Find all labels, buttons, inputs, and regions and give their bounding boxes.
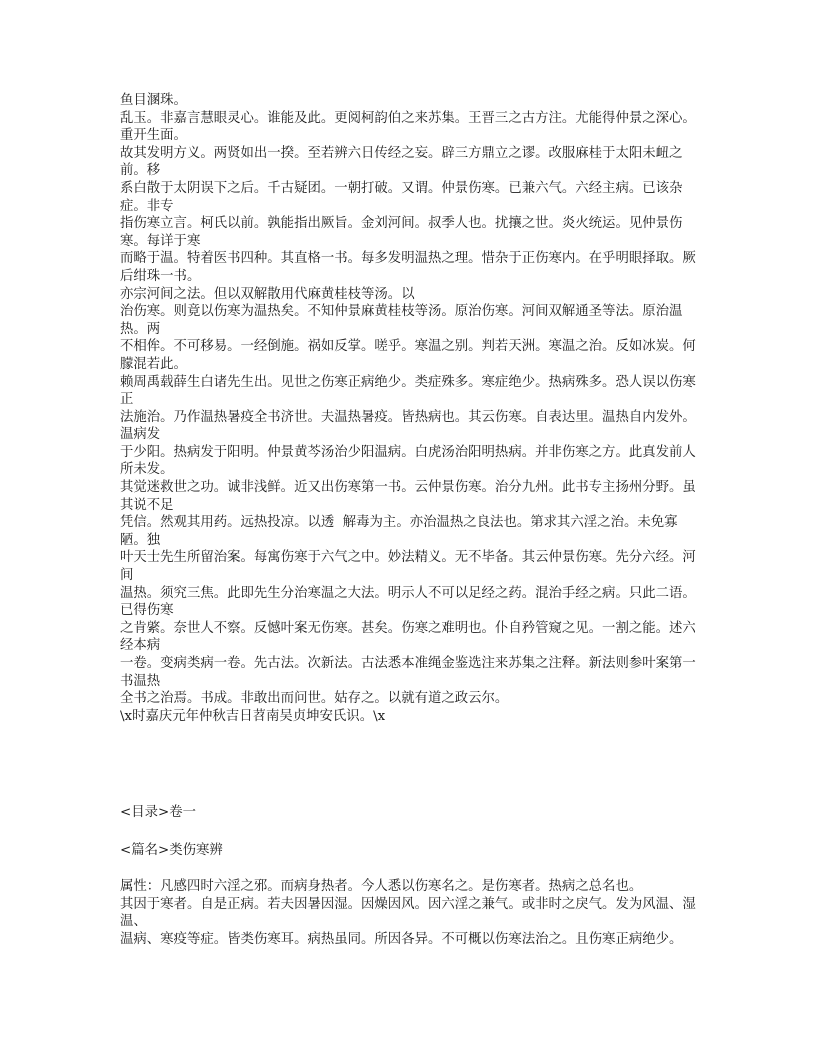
body-line: 属性：凡感四时六淫之邪。而病身热者。今人悉以伤寒名之。是伤寒者。热病之总名也。: [120, 879, 643, 894]
preface-line: 全书之治焉。书成。非敢出而问世。姑存之。以就有道之政云尔。: [120, 691, 509, 707]
preface-line: 治伤寒。则竟以伤寒为温热矣。不知仲景麻黄桂枝等汤。原治伤寒。河间双解通圣等法。原治温热。两: [120, 304, 683, 337]
body-line: 其因于寒者。自是正病。若夫因暑因湿。因燥因风。因六淫之兼气。或非时之戾气。发为风温、湿温、: [120, 896, 696, 930]
preface-line: 法施治。乃作温热暑疫全书济世。夫温热暑疫。皆热病也。其云伤寒。自表达里。温热自内发外。温病发: [120, 409, 696, 443]
toc-heading: <目录>卷一: [120, 805, 197, 820]
preface-line: 系白散于太阴误下之后。千古疑团。一朝打破。又谓。仲景伤寒。已兼六气。六经主病。已该杂症。非专: [120, 180, 683, 214]
preface-line: 赖周禹载薛生白诸先生出。见世之伤寒正病绝少。类症殊多。寒症绝少。热病殊多。恐人误以伤寒正: [120, 374, 696, 408]
preface-line: 一卷。变病类病一卷。先古法。次新法。古法悉本准绳金鉴选注来苏集之注释。新法则参叶案第一书温热: [120, 656, 696, 689]
body-line: 温病、寒疫等症。皆类伤寒耳。病热虽同。所因各异。不可概以伤寒法治之。且伤寒正病绝少。: [120, 931, 683, 947]
section-title: <篇名>类伤寒辨: [120, 843, 223, 858]
preface-line: 指伤寒立言。柯氏以前。孰能指出厥旨。金刘河间。叔季人也。扰攘之世。炎火统运。见仲景伤寒。每详于寒: [120, 216, 683, 249]
preface-line: 叶天士先生所留治案。每寓伤寒于六气之中。妙法精义。无不毕备。其云仲景伤寒。先分六经。河间: [120, 550, 696, 584]
preface-line: 温热。须究三焦。此即先生分治寒温之大法。明示人不可以足经之药。混治手经之病。只此二语。已得伤寒: [120, 585, 696, 619]
preface-line: 之肯綮。奈世人不察。反憾叶案无伤寒。甚矣。伤寒之难明也。仆自矜管窥之见。一割之能。述六经本病: [120, 620, 696, 654]
preface-line: 亦宗河间之法。但以双解散用代麻黄桂枝等汤。以: [120, 286, 415, 302]
preface-line: 于少阳。热病发于阳明。仲景黄芩汤治少阳温病。白虎汤治阳明热病。并非伤寒之方。此真发前人所未发。: [120, 444, 696, 478]
preface-line: 其觉迷救世之功。诚非浅鲜。近又出伤寒第一书。云仲景伤寒。治分九州。此书专主扬州分野。虽其说不足: [120, 480, 696, 513]
preface-text: [120, 92, 700, 725]
preface-line: 鱼目溷珠。: [120, 93, 187, 108]
preface-line: 不相侔。不可移易。一经倒施。祸如反掌。嗟乎。寒温之别。判若天洲。寒温之治。反如冰炭。何朦混若此。: [120, 339, 696, 372]
preface-line: 故其发明方义。两贤如出一揆。至若辨六日传经之妄。辟三方鼎立之谬。改服麻桂于太阳未衄之前。移: [120, 145, 683, 179]
preface-signature: \x时嘉庆元年仲秋吉日苕南吴贞坤安氏识。\x: [120, 708, 386, 724]
section-body: [120, 878, 704, 948]
preface-line: 而略于温。特着医书四种。其直格一书。每多发明温热之理。惜杂于正伤寒内。在乎明眼择取。厥后绀珠一书。: [120, 251, 696, 284]
preface-line: 乱玉。非嘉言慧眼灵心。谁能及此。更阅柯韵伯之来苏集。王晋三之古方注。尤能得仲景之深心。重开生面。: [120, 110, 696, 144]
preface-line: 凭信。然观其用药。远热投凉。以透 解毒为主。亦治温热之良法也。第求其六淫之治。未免寡陋。独: [120, 515, 678, 548]
